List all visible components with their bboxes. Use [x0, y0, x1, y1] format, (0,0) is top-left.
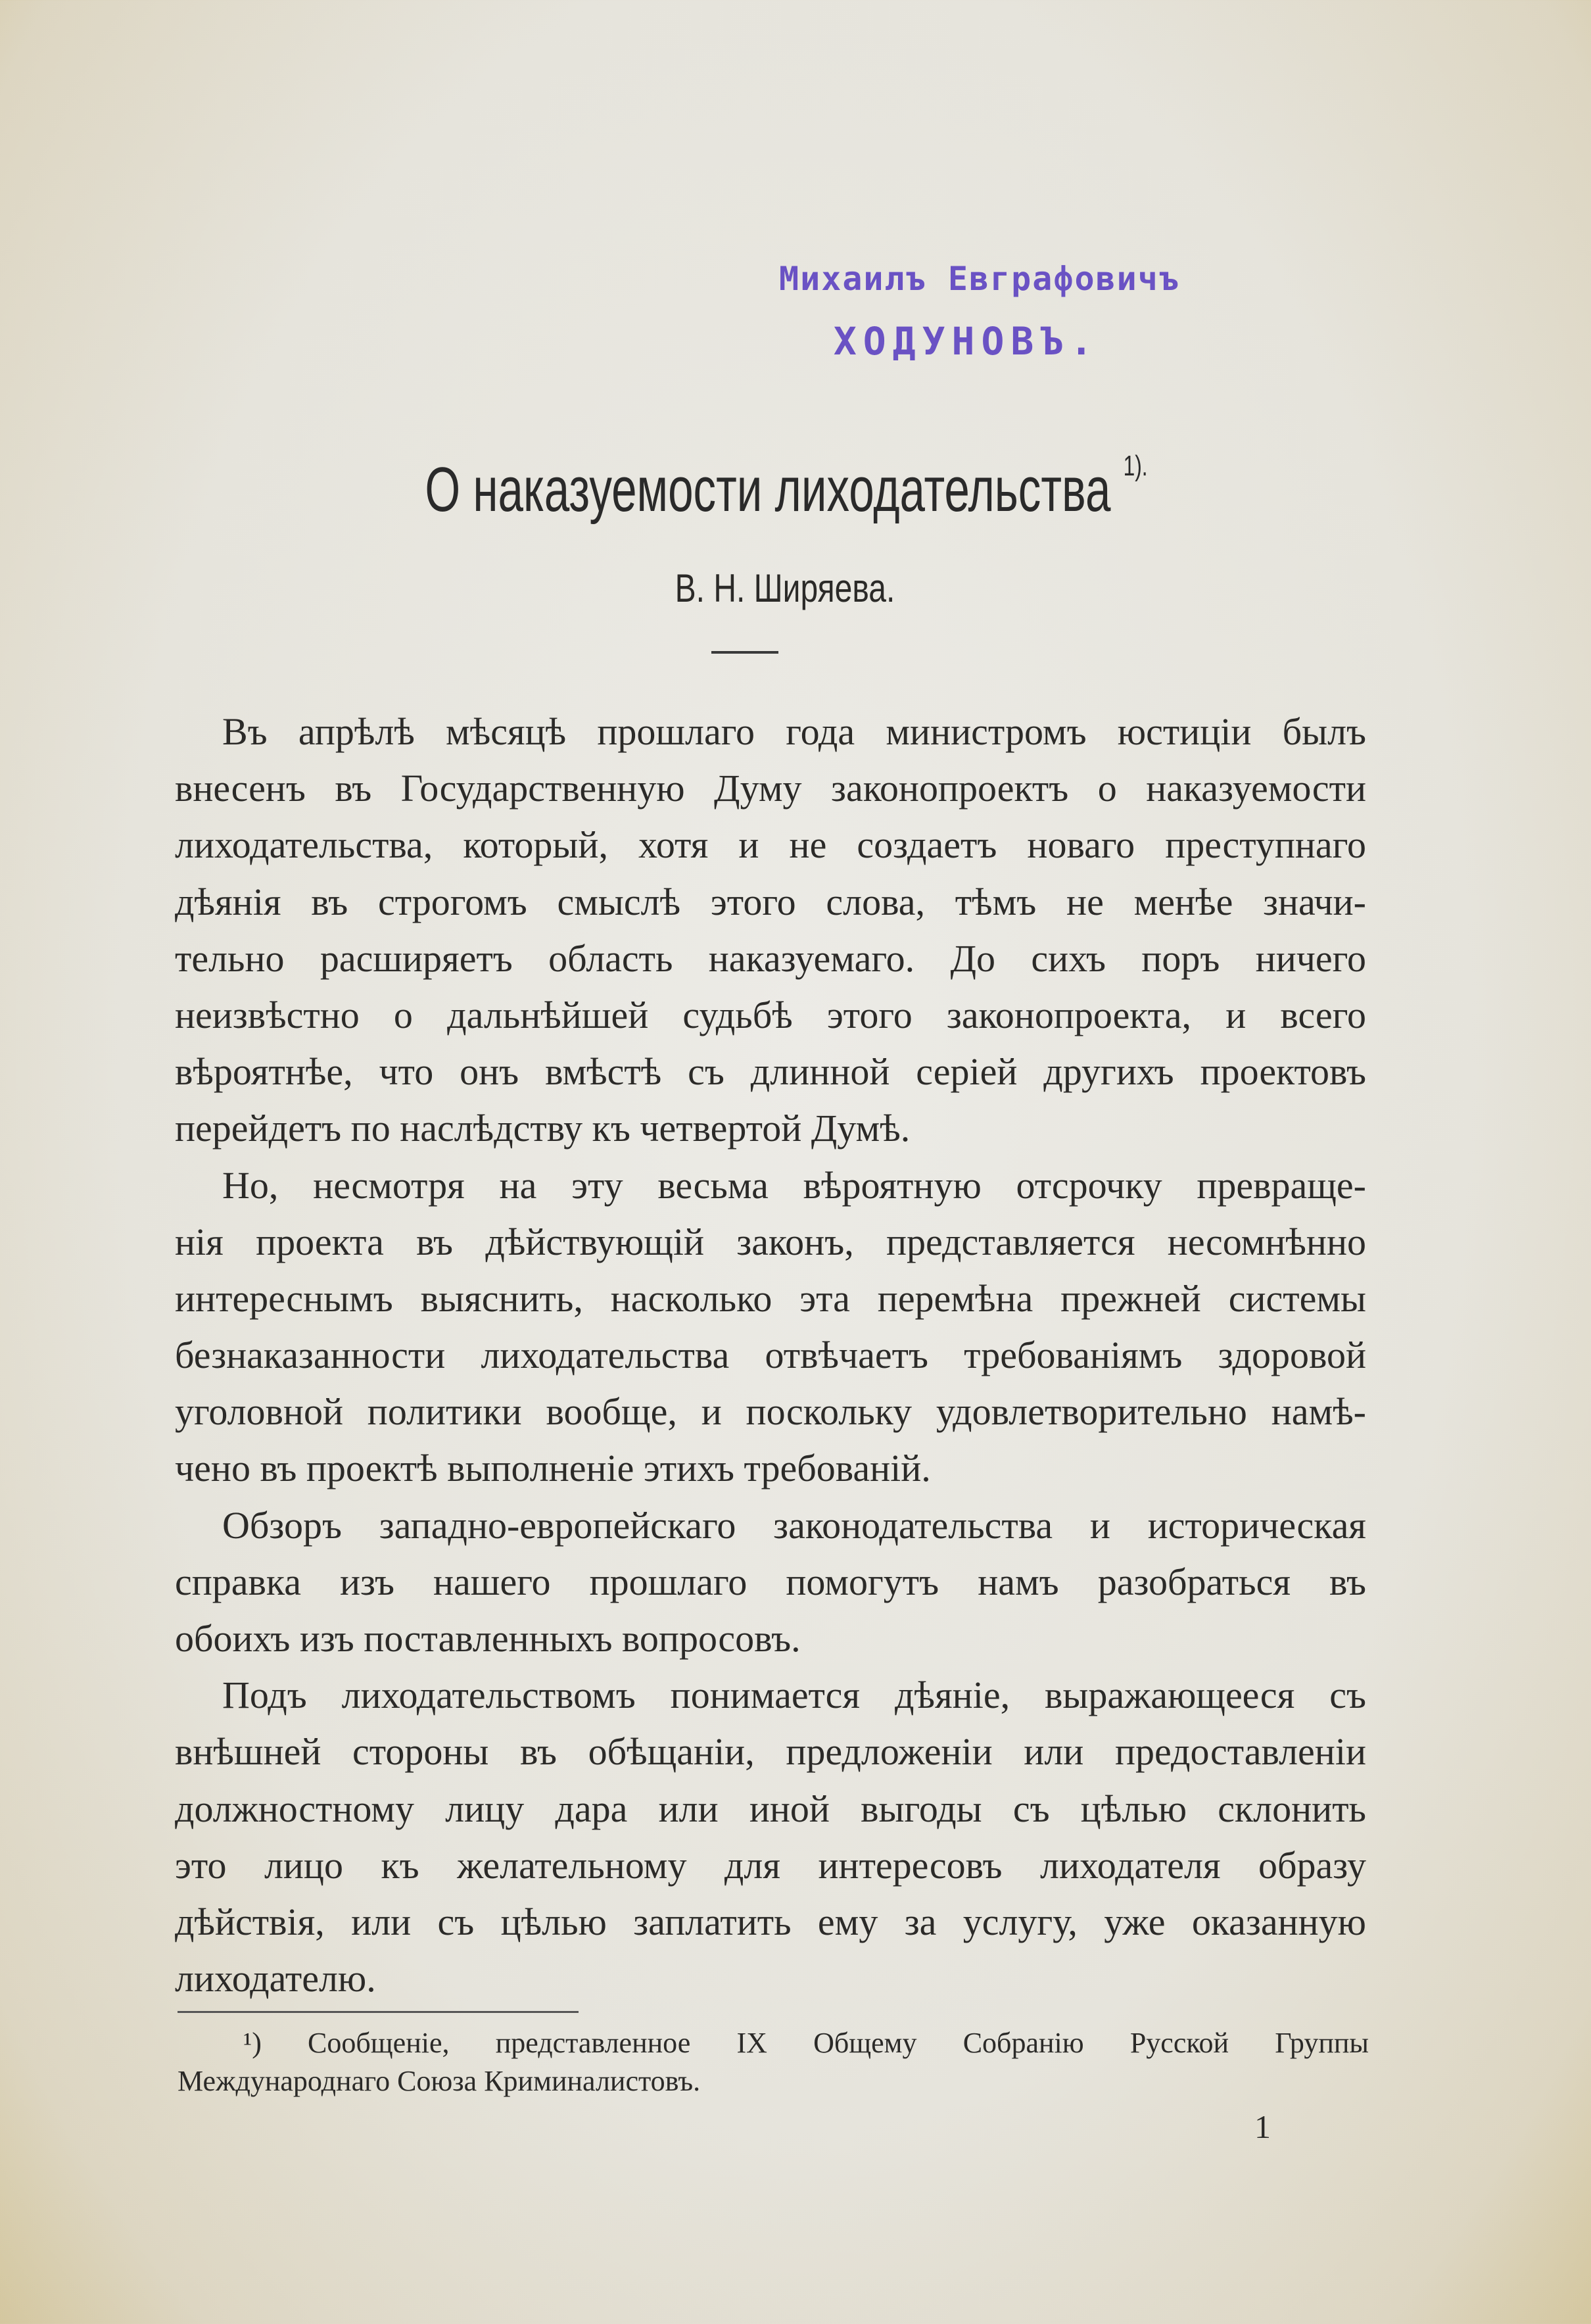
- paragraph-line: внесенъ въ Государственную Думу законопроектъ о наказуемости: [175, 767, 1366, 810]
- paragraph-line: уголовной политики вообще, и поскольку удовлетворительно намѣ-: [175, 1390, 1366, 1434]
- owner-stamp-name: Михаилъ Евграфовичъ: [779, 260, 1180, 298]
- paragraph-line: лиходателю.: [175, 1957, 376, 2000]
- article-author: В. Н. Ширяева.: [675, 566, 895, 610]
- paragraph-line: обоихъ изъ поставленныхъ вопросовъ.: [175, 1617, 801, 1660]
- page-number: 1: [1254, 2108, 1271, 2145]
- footnote-line: ¹) Сообщеніе, представленное IX Общему Собранію Русской Группы: [243, 2027, 1369, 2059]
- title-footnote-mark: 1).: [1123, 450, 1148, 482]
- paragraph-line: безнаказанности лиходательства отвѣчаетъ требованіямъ здоровой: [175, 1334, 1366, 1377]
- article-title: [214, 450, 1359, 526]
- article-body: [175, 704, 1366, 2007]
- paragraph-line: перейдетъ по наслѣдству къ четвертой Думѣ.: [175, 1107, 911, 1150]
- paragraph-line: Въ апрѣлѣ мѣсяцѣ прошлаго года министромъ юстиціи былъ: [222, 710, 1366, 753]
- paragraph-line: лиходательства, который, хотя и не создаетъ новаго преступнаго: [175, 823, 1366, 867]
- title-divider: [711, 651, 778, 654]
- paragraph-line: это лицо къ желательному для интересовъ лиходателя образу: [175, 1843, 1366, 1887]
- paragraph-line: Обзоръ западно-европейскаго законодательства и историческая: [222, 1503, 1366, 1547]
- paragraph-line: тельно расширяетъ область наказуемаго. До сихъ поръ ничего: [175, 936, 1366, 980]
- footnote: [178, 2024, 1369, 2100]
- paragraph-line: дѣйствія, или съ цѣлью заплатить ему за услугу, уже оказанную: [175, 1900, 1366, 1943]
- paragraph-line: нія проекта въ дѣйствующій законъ, представляется несомнѣнно: [175, 1220, 1366, 1263]
- footnote-line: Международнаго Союза Криминалистовъ.: [178, 2065, 701, 2097]
- article-title-text: О наказуемости лиходательства: [425, 454, 1111, 525]
- paragraph-line: Подъ лиходательствомъ понимается дѣяніе, выражающееся съ: [222, 1674, 1366, 1717]
- paragraph-line: Но, несмотря на эту весьма вѣроятную отсрочку превраще-: [222, 1163, 1366, 1207]
- paragraph-line: справка изъ нашего прошлаго помогутъ намъ разобраться въ: [175, 1560, 1366, 1603]
- paragraph-line: чено въ проектѣ выполненіе этихъ требованій.: [175, 1447, 931, 1490]
- paragraph-line: неизвѣстно о дальнѣйшей судьбѣ этого законопроекта, и всего: [175, 993, 1366, 1036]
- owner-stamp-surname: ХОДУНОВЪ.: [833, 319, 1100, 364]
- paragraph-line: вѣроятнѣе, что онъ вмѣстѣ съ длинной серіей другихъ проектовъ: [175, 1050, 1366, 1094]
- footnote-divider: [178, 2011, 579, 2013]
- paragraph-line: дѣянія въ строгомъ смыслѣ этого слова, тѣмъ не менѣе значи-: [175, 880, 1366, 923]
- paragraph-line: интереснымъ выяснить, насколько эта перемѣна прежней системы: [175, 1276, 1366, 1320]
- paragraph-line: должностному лицу дара или иной выгоды съ цѣлью склонить: [175, 1787, 1366, 1830]
- paragraph-line: внѣшней стороны въ обѣщаніи, предложеніи или предоставленіи: [175, 1730, 1366, 1774]
